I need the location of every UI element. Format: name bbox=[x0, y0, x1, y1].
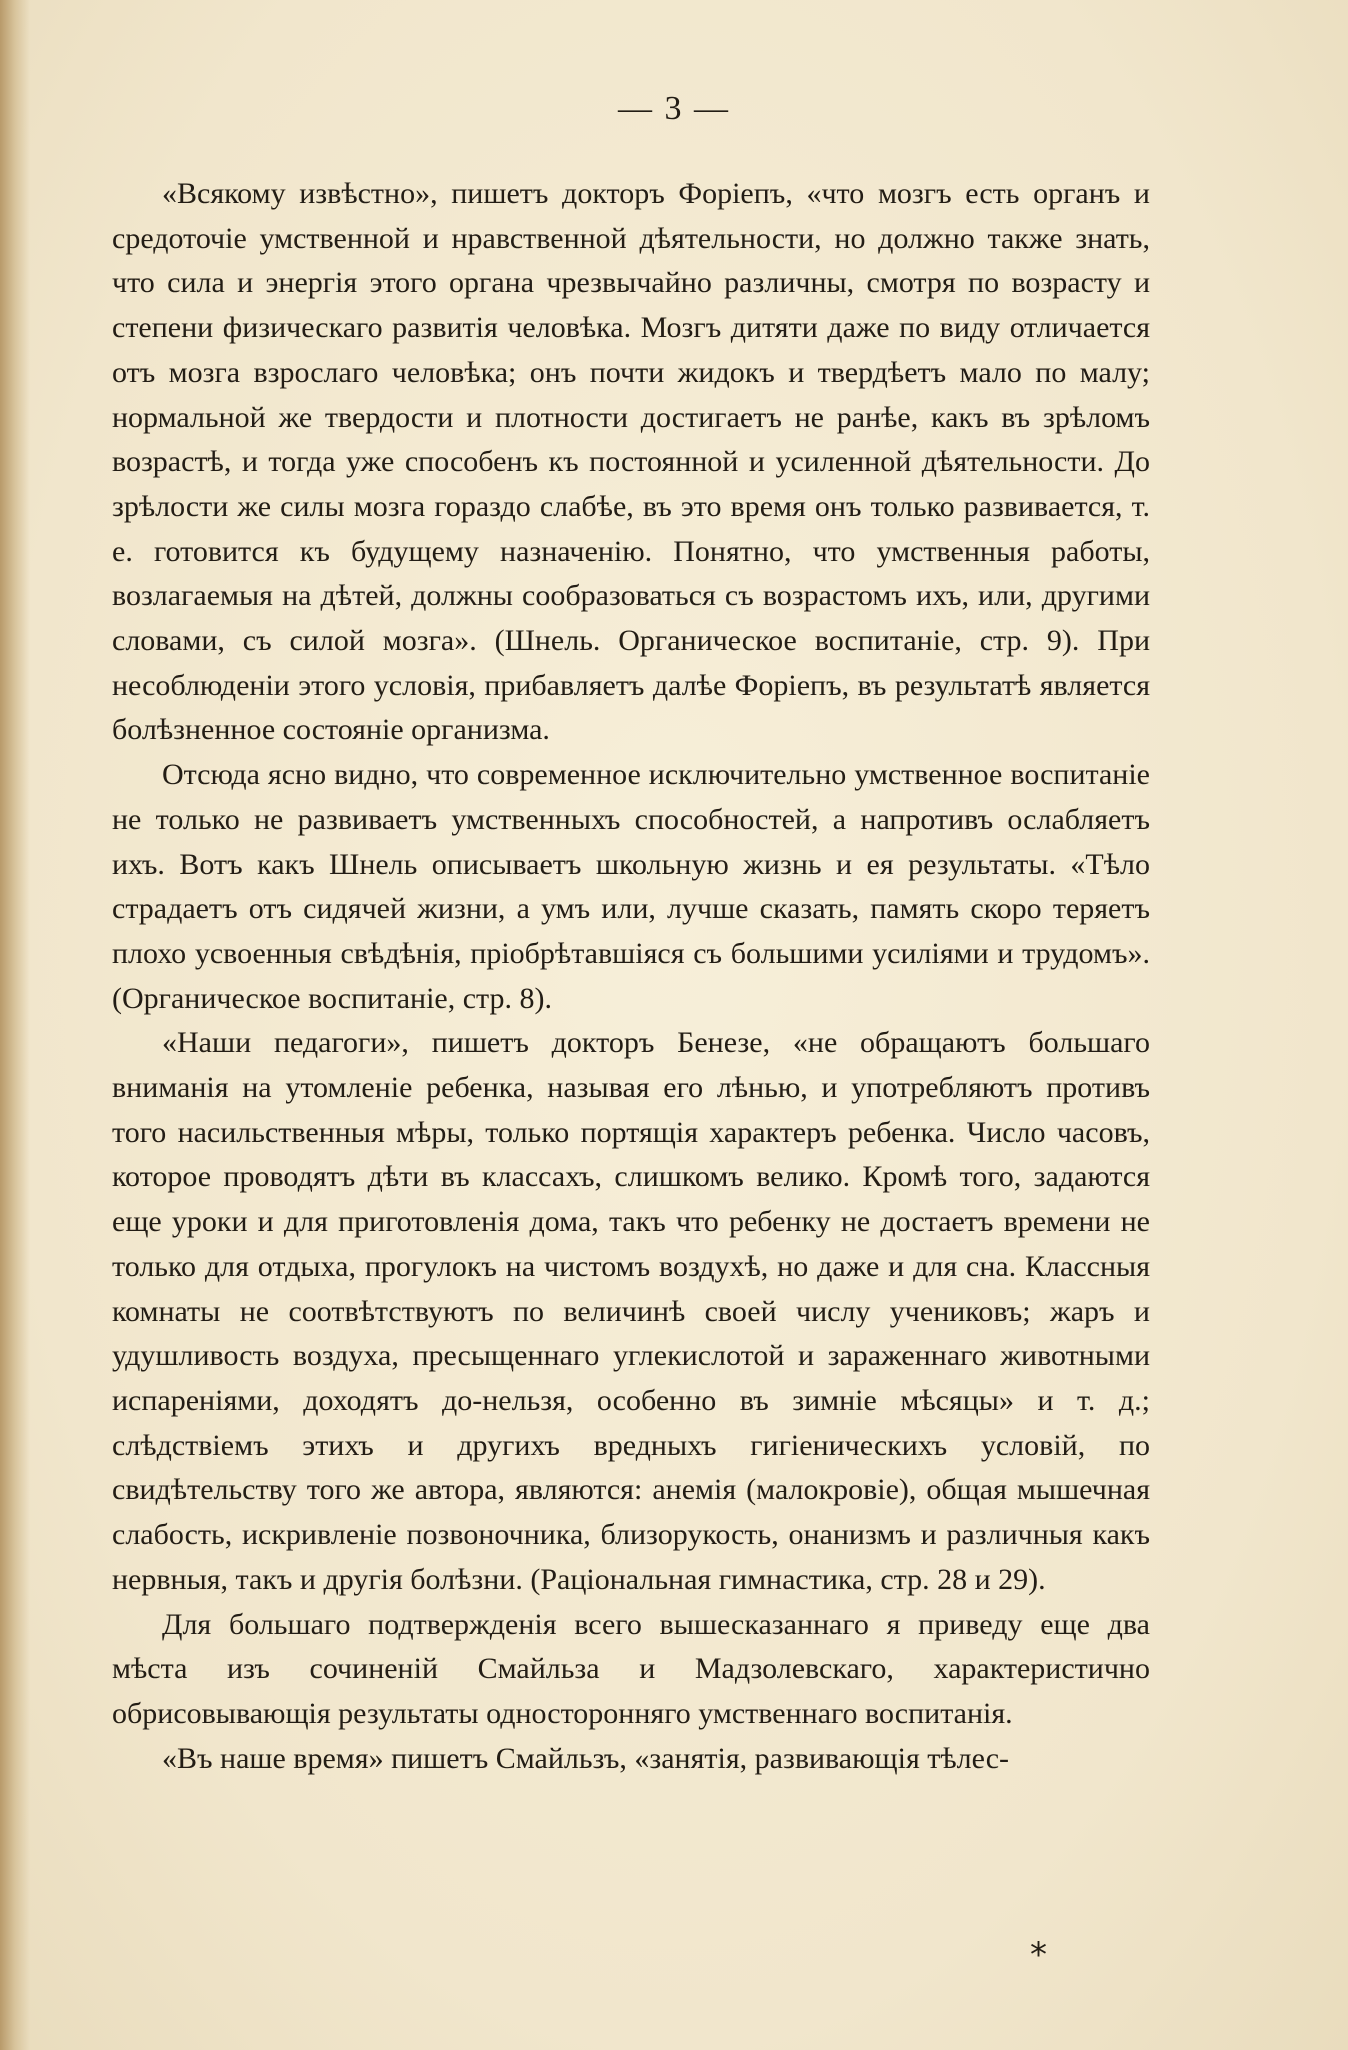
paragraph-2: Отсюда ясно видно, что современное исключительно умственное воспитаніе не только не развиваетъ умственныхъ способностей, а напротивъ ослабляетъ ихъ. Вотъ какъ Шнель описываетъ школьную жизнь и ея результаты. «Тѣло страдаетъ отъ сидячей жизни, а умъ или, лучше сказать, память скоро теряетъ плохо усвоенныя свѣдѣнія, пріобрѣтавшіяся съ большими усиліями и трудомъ». (Органическое воспитаніе, стр. 8). bbox=[112, 758, 1150, 1015]
body-text bbox=[112, 172, 1150, 1781]
paragraph-3: «Наши педагоги», пишетъ докторъ Бенезе, «не обращаютъ большаго вниманія на утомленіе ребенка, называя его лѣнью, и употребляютъ противъ того насильственныя мѣры, только портящія характеръ ребенка. Число часовъ, которое проводятъ дѣти въ классахъ, слишкомъ велико. Кромѣ того, задаются еще уроки и для приготовленія дома, такъ что ребенку не достаетъ времени не только для отдыха, прогулокъ на чистомъ воздухѣ, но даже и для сна. Классныя комнаты не соотвѣтствуютъ по величинѣ своей числу учениковъ; жаръ и удушливость воздуха, пресыщеннаго углекислотой и зараженнаго животными испареніями, доходятъ до-нельзя, особенно въ зимніе мѣсяцы» и т. д.; слѣдствіемъ этихъ и другихъ вредныхъ гигіеническихъ условій, по свидѣтельству того же автора, являются: анемія (малокровіе), общая мышечная слабость, искривленіе позвоночника, близорукость, онанизмъ и различныя какъ нервныя, такъ и другія болѣзни. (Раціональная гимнастика, стр. 28 и 29). bbox=[112, 1026, 1150, 1596]
signature-mark: * bbox=[1030, 1935, 1047, 1975]
page-number: — 3 — bbox=[618, 90, 730, 127]
paragraph-5: «Въ наше время» пишетъ Смайльзъ, «занятія, развивающія тѣлес- bbox=[162, 1741, 1010, 1775]
paragraph-4: Для большаго подтвержденія всего вышесказаннаго я приведу еще два мѣста изъ сочиненій Смайльза и Мадзолевскаго, характеристично обрисовывающія результаты односторонняго умственнаго воспитанія. bbox=[112, 1607, 1150, 1730]
binding-shadow bbox=[0, 0, 30, 2050]
paragraph-1: «Всякому извѣстно», пишетъ докторъ Форіепъ, «что мозгъ есть органъ и средоточіе умственной и нравственной дѣятельности, но должно также знать, что сила и энергія этого органа чрезвычайно различны, смотря по возрасту и степени физическаго развитія человѣка. Мозгъ дитяти даже по виду отличается отъ мозга взрослаго человѣка; онъ почти жидокъ и твердѣетъ мало по малу; нормальной же твердости и плотности достигаетъ не ранѣе, какъ въ зрѣломъ возрастѣ, и тогда уже способенъ къ постоянной и усиленной дѣятельности. До зрѣлости же силы мозга гораздо слабѣе, въ это время онъ только развивается, т. е. готовится къ будущему назначенію. Понятно, что умственныя работы, возлагаемыя на дѣтей, должны сообразоваться съ возрастомъ ихъ, или, другими словами, съ силой мозга». (Шнель. Органическое воспитаніе, стр. 9). При несоблюденіи этого условія, прибавляетъ далѣе Форіепъ, въ результатѣ является болѣзненное состояніе организма. bbox=[112, 177, 1150, 747]
